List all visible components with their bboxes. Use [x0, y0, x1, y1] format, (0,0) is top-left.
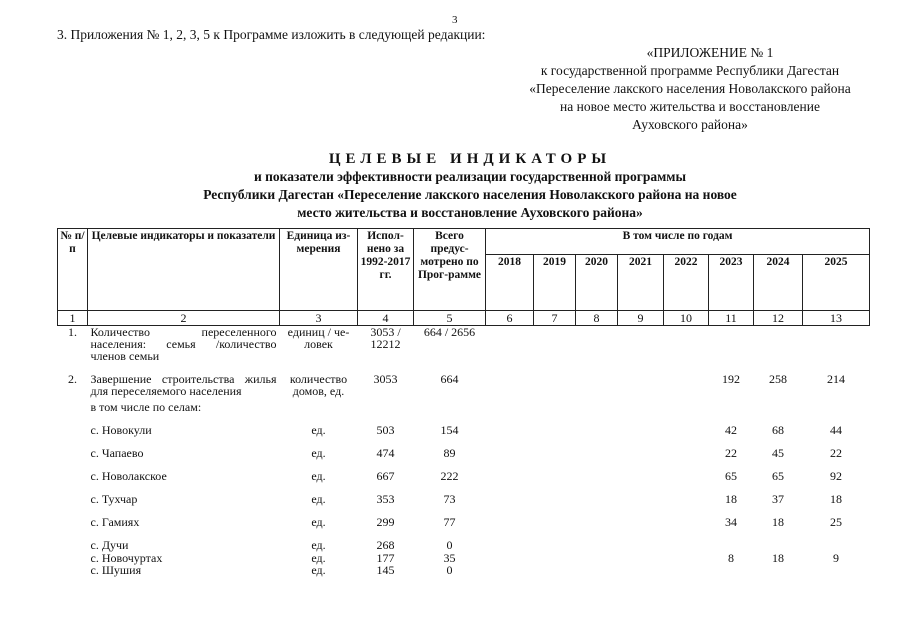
empty-cell [576, 413, 618, 436]
row-name: с. Гамиях [90, 515, 140, 529]
column-number: 9 [618, 311, 664, 326]
empty-cell [618, 482, 664, 505]
row-done: 3053 [373, 372, 398, 386]
empty-cell [576, 551, 618, 564]
column-number: 8 [576, 311, 618, 326]
empty-cell [576, 397, 618, 413]
empty-cell [618, 397, 664, 413]
row-2024 [754, 528, 803, 551]
table-row [58, 397, 870, 413]
table-row [58, 459, 870, 482]
row-2025: 18 [830, 492, 843, 506]
empty-cell [534, 505, 576, 528]
row-2023: 192 [722, 372, 740, 386]
row-unit: ед. [311, 551, 326, 565]
row-total: 664 / 2656 [423, 325, 476, 339]
empty-cell [486, 326, 534, 363]
column-number: 13 [803, 311, 870, 326]
heading-line: место жительства и восстановление Ауховского района» [297, 205, 643, 220]
row-2025: 92 [830, 469, 843, 483]
column-number: 12 [754, 311, 803, 326]
row-name: с. Тухчар [90, 492, 138, 506]
row-2023 [709, 528, 754, 551]
column-number: 2 [88, 311, 280, 326]
row-unit [280, 397, 358, 413]
row-done: 268 [376, 538, 395, 552]
empty-cell [486, 551, 534, 564]
row-done: 503 [376, 423, 395, 437]
row-num [58, 413, 88, 436]
empty-cell [664, 459, 709, 482]
table-row [58, 362, 870, 397]
row-2023 [709, 397, 754, 413]
empty-cell [576, 326, 618, 363]
row-2023: 8 [728, 551, 734, 565]
empty-cell [618, 413, 664, 436]
table-row [58, 551, 870, 564]
row-num: 2. [68, 372, 77, 386]
row-2025: 44 [830, 423, 843, 437]
row-num [58, 564, 88, 576]
empty-cell [534, 436, 576, 459]
empty-cell [664, 528, 709, 551]
empty-cell [618, 362, 664, 397]
empty-cell [486, 505, 534, 528]
row-2024 [754, 326, 803, 363]
empty-cell [664, 482, 709, 505]
table-row [58, 413, 870, 436]
empty-cell [576, 564, 618, 576]
empty-cell [534, 413, 576, 436]
heading-line: Республики Дагестан «Переселение лакского населения Новолакского района на новое [203, 187, 737, 202]
row-done: 145 [376, 563, 395, 577]
empty-cell [576, 528, 618, 551]
row-done: 299 [376, 515, 395, 529]
empty-cell [576, 459, 618, 482]
row-num: 1. [68, 325, 77, 339]
row-2024: 68 [772, 423, 784, 437]
empty-cell [618, 564, 664, 576]
row-total: 35 [443, 551, 456, 565]
header-num: № п/п [58, 229, 88, 311]
row-total: 222 [440, 469, 459, 483]
empty-cell [534, 326, 576, 363]
empty-cell [664, 362, 709, 397]
row-name: с. Дучи [90, 538, 129, 552]
row-2023: 42 [725, 423, 737, 437]
row-name: с. Новолакское [90, 469, 167, 483]
appendix-block [480, 44, 900, 134]
empty-cell [534, 362, 576, 397]
empty-cell [576, 436, 618, 459]
heading-line: и показатели эффективности реализации государственной программы [253, 169, 687, 184]
table-row [58, 326, 870, 363]
row-total: 89 [443, 446, 456, 460]
column-number: 10 [664, 311, 709, 326]
table-row [58, 564, 870, 576]
empty-cell [534, 551, 576, 564]
empty-cell [664, 397, 709, 413]
table-row [58, 528, 870, 551]
table-row [58, 482, 870, 505]
column-number: 1 [58, 311, 88, 326]
document-heading [90, 150, 850, 222]
header-unit: Единица из-мерения [280, 229, 358, 311]
row-unit: ед. [311, 563, 326, 577]
row-num [58, 397, 88, 413]
row-2023 [709, 326, 754, 363]
row-done: 474 [376, 446, 395, 460]
header-year: 2023 [709, 255, 754, 311]
row-2025 [803, 528, 870, 551]
row-2024: 37 [772, 492, 784, 506]
appendix-line: «Переселение лакского населения Новолакского района [529, 81, 851, 96]
empty-cell [486, 564, 534, 576]
row-name: Количество переселенного населения: семья /количество членов семьи [90, 325, 277, 363]
header-years-group: В том числе по годам [486, 229, 870, 255]
row-unit: ед. [311, 423, 326, 437]
empty-cell [618, 459, 664, 482]
header-total: Всего предус-мотрено по Прог-рамме [414, 229, 486, 311]
empty-cell [618, 326, 664, 363]
header-year: 2022 [664, 255, 709, 311]
row-2023 [709, 564, 754, 576]
indicators-table [57, 228, 870, 576]
row-2025: 214 [827, 372, 846, 386]
row-2024: 45 [772, 446, 784, 460]
row-num [58, 459, 88, 482]
row-name: с. Чапаево [90, 446, 144, 460]
row-num [58, 551, 88, 564]
empty-cell [664, 551, 709, 564]
page-number: 3 [452, 14, 458, 26]
row-name: Завершение строительства жилья для переселяемого населения [90, 372, 277, 398]
header-year: 2018 [486, 255, 534, 311]
header-done: Испол-нено за 1992-2017 гг. [358, 229, 414, 311]
header-year: 2020 [576, 255, 618, 311]
row-done [358, 397, 414, 413]
column-number: 7 [534, 311, 576, 326]
row-unit: единиц / че-ловек [287, 325, 350, 351]
table-row [58, 505, 870, 528]
row-num [58, 482, 88, 505]
table-row [58, 436, 870, 459]
row-2025: 25 [830, 515, 843, 529]
row-unit: ед. [311, 492, 326, 506]
header-year: 2019 [534, 255, 576, 311]
appendix-line: к государственной программе Республики Дагестан [540, 63, 840, 78]
row-total [414, 397, 486, 413]
empty-cell [664, 564, 709, 576]
column-number: 11 [709, 311, 754, 326]
appendix-line: на новое место жительства и восстановление [560, 99, 820, 114]
row-2025: 9 [833, 551, 840, 565]
empty-cell [664, 413, 709, 436]
row-total: 77 [443, 515, 456, 529]
row-total: 0 [446, 538, 453, 552]
empty-cell [618, 528, 664, 551]
row-2025: 22 [830, 446, 843, 460]
row-total: 0 [446, 563, 453, 577]
row-unit: ед. [311, 469, 326, 483]
row-total: 73 [443, 492, 456, 506]
row-done: 177 [376, 551, 395, 565]
empty-cell [486, 362, 534, 397]
row-name: с. Новочуртах [90, 551, 163, 565]
row-2025 [803, 397, 870, 413]
row-total: 664 [440, 372, 459, 386]
empty-cell [576, 362, 618, 397]
header-year: 2024 [754, 255, 803, 311]
appendix-line: Ауховского района» [632, 117, 748, 132]
header-year: 2025 [803, 255, 870, 311]
empty-cell [534, 482, 576, 505]
empty-cell [486, 436, 534, 459]
column-number: 4 [358, 311, 414, 326]
row-name: с. Шушия [90, 563, 142, 577]
empty-cell [486, 459, 534, 482]
row-2023: 22 [725, 446, 737, 460]
row-2024 [754, 397, 803, 413]
row-2024: 258 [769, 372, 787, 386]
row-2025 [803, 564, 870, 576]
intro-paragraph: 3. Приложения № 1, 2, 3, 5 к Программе изложить в следующей редакции: [57, 27, 486, 42]
row-2023: 65 [725, 469, 737, 483]
row-num [58, 528, 88, 551]
row-name: с. Новокули [90, 423, 152, 437]
row-num [58, 505, 88, 528]
row-unit: ед. [311, 538, 326, 552]
empty-cell [486, 397, 534, 413]
header-year: 2021 [618, 255, 664, 311]
empty-cell [534, 564, 576, 576]
row-num [58, 436, 88, 459]
empty-cell [618, 436, 664, 459]
empty-cell [486, 528, 534, 551]
empty-cell [618, 551, 664, 564]
row-2024 [754, 564, 803, 576]
row-done: 667 [376, 469, 395, 483]
column-number: 6 [486, 311, 534, 326]
row-unit: ед. [311, 515, 326, 529]
empty-cell [486, 413, 534, 436]
row-2023: 18 [725, 492, 737, 506]
row-2025 [803, 326, 870, 363]
header-indicator: Целевые индикаторы и показатели [88, 229, 280, 311]
row-total: 154 [440, 423, 459, 437]
column-number: 5 [414, 311, 486, 326]
row-unit: количество домов, ед. [289, 372, 348, 398]
row-2024: 18 [772, 515, 784, 529]
heading-title: ЦЕЛЕВЫЕ ИНДИКАТОРЫ [328, 151, 612, 167]
empty-cell [576, 505, 618, 528]
appendix-line: «ПРИЛОЖЕНИЕ № 1 [646, 45, 774, 60]
empty-cell [534, 397, 576, 413]
empty-cell [664, 326, 709, 363]
column-number: 3 [280, 311, 358, 326]
empty-cell [664, 436, 709, 459]
empty-cell [664, 505, 709, 528]
row-done: 353 [376, 492, 395, 506]
empty-cell [534, 528, 576, 551]
row-2024: 65 [772, 469, 784, 483]
column-numbers-row [58, 311, 870, 326]
empty-cell [576, 482, 618, 505]
empty-cell [486, 482, 534, 505]
empty-cell [534, 459, 576, 482]
row-done: 3053 / 12212 [370, 325, 401, 351]
row-name: в том числе по селам: [90, 400, 202, 414]
row-2023: 34 [725, 515, 737, 529]
empty-cell [618, 505, 664, 528]
row-2024: 18 [772, 551, 784, 565]
row-unit: ед. [311, 446, 326, 460]
